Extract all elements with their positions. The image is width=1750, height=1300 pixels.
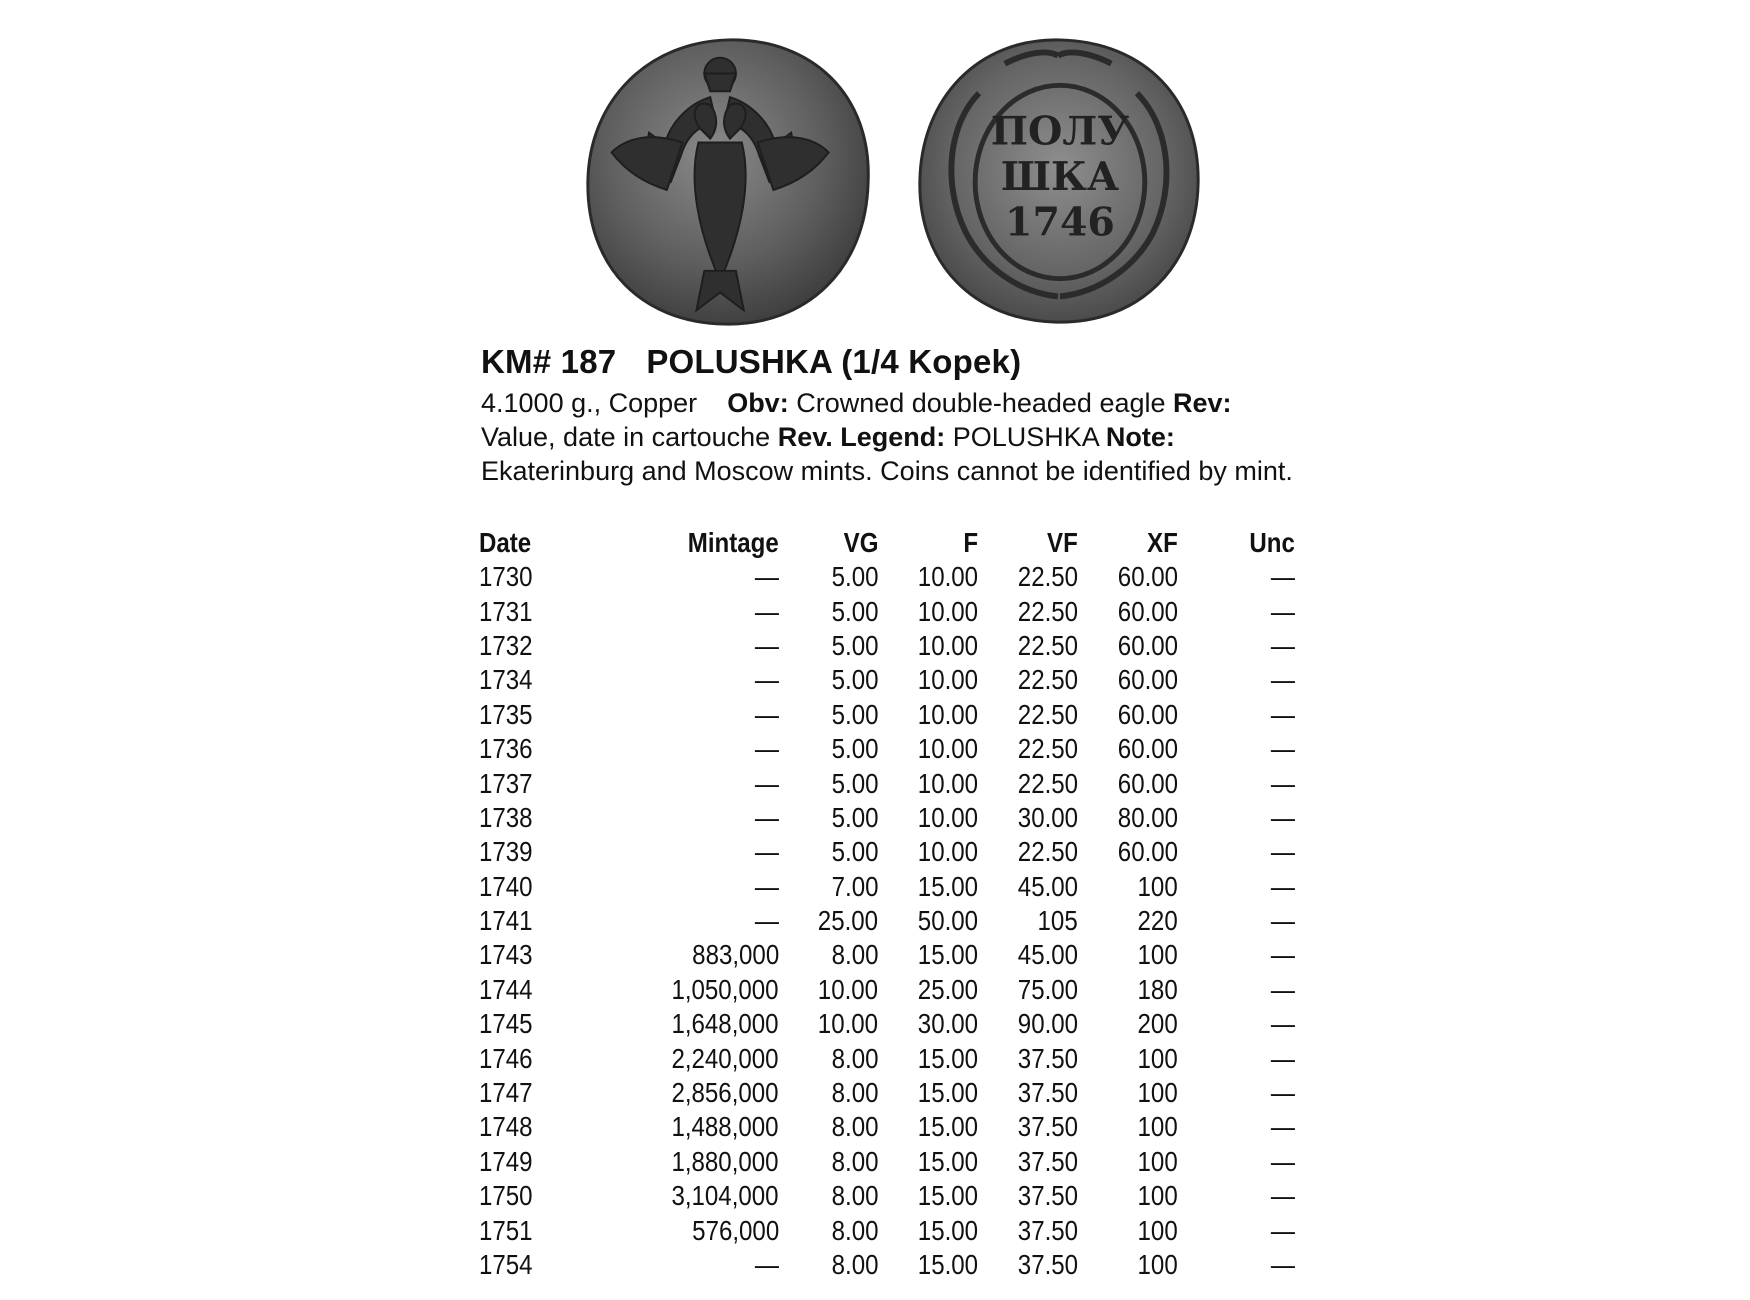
cell-unc: — (1270, 767, 1295, 799)
coin-images (580, 34, 1320, 330)
cell-vg: 8.00 (831, 1145, 878, 1177)
cell-mintage: 1,488,000 (671, 1111, 779, 1143)
cell-xf: 100 (1137, 1145, 1178, 1177)
cell-date: 1745 (479, 1008, 533, 1040)
cell-mintage: — (754, 595, 779, 627)
cell-date: 1750 (479, 1180, 533, 1212)
header-unc: Unc (1249, 527, 1295, 558)
cell-vf: 22.50 (1017, 767, 1078, 799)
cell-f: 15.00 (917, 870, 978, 902)
rev-legend-text: POLUSHKA (952, 422, 1099, 452)
table-row (479, 732, 1295, 766)
entry-title (481, 340, 1301, 384)
cell-mintage: 1,648,000 (671, 1008, 779, 1040)
cell-vg: 8.00 (831, 1214, 878, 1246)
table-row (479, 973, 1295, 1007)
cell-vg: 5.00 (831, 595, 878, 627)
cell-unc: — (1270, 1214, 1295, 1246)
cell-f: 10.00 (917, 733, 978, 765)
cell-f: 50.00 (917, 905, 978, 937)
cell-mintage: — (754, 905, 779, 937)
reverse-inscription-line-1: ПОЛУ (990, 108, 1130, 155)
header-date: Date (479, 527, 532, 558)
cell-f: 10.00 (917, 801, 978, 833)
cell-unc: — (1270, 1077, 1295, 1109)
rev-text: Value, date in cartouche (481, 422, 771, 452)
cell-f: 15.00 (917, 1249, 978, 1280)
header-mintage: Mintage (688, 527, 779, 558)
cell-f: 10.00 (917, 664, 978, 696)
cell-unc: — (1270, 664, 1295, 696)
cell-f: 15.00 (917, 1145, 978, 1177)
table-row (479, 938, 1295, 972)
cell-vg: 8.00 (831, 1249, 878, 1280)
table-row (479, 698, 1295, 732)
cell-xf: 60.00 (1117, 836, 1178, 868)
cell-xf: 100 (1137, 1180, 1178, 1212)
cell-date: 1732 (479, 629, 533, 661)
price-table-body (479, 560, 1295, 1282)
table-row (479, 663, 1295, 697)
table-row (479, 1145, 1295, 1179)
cell-xf: 80.00 (1117, 801, 1178, 833)
cell-vg: 25.00 (817, 905, 878, 937)
cell-vg: 8.00 (831, 939, 878, 971)
cell-f: 15.00 (917, 939, 978, 971)
cell-vf: 37.50 (1017, 1042, 1078, 1074)
cell-mintage: — (754, 733, 779, 765)
table-row (479, 870, 1295, 904)
cell-date: 1730 (479, 561, 533, 593)
cell-unc: — (1270, 1111, 1295, 1143)
cell-mintage: — (754, 629, 779, 661)
cell-vg: 5.00 (831, 629, 878, 661)
cell-date: 1744 (479, 973, 533, 1005)
cell-vf: 105 (1037, 905, 1078, 937)
cell-vg: 5.00 (831, 836, 878, 868)
cell-unc: — (1270, 733, 1295, 765)
cell-unc: — (1270, 1042, 1295, 1074)
cell-mintage: 1,050,000 (671, 973, 779, 1005)
cell-date: 1740 (479, 870, 533, 902)
cell-vf: 37.50 (1017, 1145, 1078, 1177)
cell-mintage: — (754, 698, 779, 730)
cell-vg: 5.00 (831, 767, 878, 799)
table-row (479, 835, 1295, 869)
cell-vf: 22.50 (1017, 561, 1078, 593)
cell-f: 15.00 (917, 1111, 978, 1143)
cell-xf: 220 (1137, 905, 1178, 937)
cell-xf: 60.00 (1117, 698, 1178, 730)
cell-f: 25.00 (917, 973, 978, 1005)
cell-xf: 60.00 (1117, 561, 1178, 593)
table-row (479, 1007, 1295, 1041)
cell-xf: 60.00 (1117, 664, 1178, 696)
cell-vf: 22.50 (1017, 629, 1078, 661)
cell-xf: 60.00 (1117, 629, 1178, 661)
table-row (479, 1179, 1295, 1213)
cell-vf: 22.50 (1017, 595, 1078, 627)
cell-date: 1751 (479, 1214, 533, 1246)
cell-vg: 7.00 (831, 870, 878, 902)
cell-xf: 60.00 (1117, 767, 1178, 799)
cell-date: 1731 (479, 595, 533, 627)
cell-date: 1741 (479, 905, 533, 937)
cell-f: 10.00 (917, 561, 978, 593)
cell-unc: — (1270, 939, 1295, 971)
cell-mintage: 576,000 (691, 1214, 779, 1246)
cell-date: 1738 (479, 801, 533, 833)
cell-date: 1737 (479, 767, 533, 799)
cell-mintage: — (754, 1249, 779, 1280)
double-headed-eagle-icon (580, 34, 876, 330)
cell-vg: 5.00 (831, 664, 878, 696)
rev-legend-label: Rev. Legend: (777, 422, 946, 452)
table-row (479, 1248, 1295, 1282)
cell-f: 15.00 (917, 1180, 978, 1212)
coin-name: POLUSHKA (1/4 Kopek) (646, 343, 1022, 380)
cell-mintage: — (754, 767, 779, 799)
reverse-inscription-line-3: 1746 (1005, 199, 1115, 246)
cell-xf: 100 (1137, 1042, 1178, 1074)
cell-vg: 8.00 (831, 1042, 878, 1074)
cartouche-icon (910, 34, 1206, 330)
cell-date: 1739 (479, 836, 533, 868)
note-label: Note: (1105, 422, 1175, 452)
cell-vg: 5.00 (831, 698, 878, 730)
cell-xf: 100 (1137, 939, 1178, 971)
cell-date: 1748 (479, 1111, 533, 1143)
cell-unc: — (1270, 801, 1295, 833)
cell-unc: — (1270, 836, 1295, 868)
cell-mintage: 1,880,000 (671, 1145, 779, 1177)
cell-vf: 22.50 (1017, 733, 1078, 765)
entry-description (481, 386, 1301, 488)
cell-unc: — (1270, 698, 1295, 730)
cell-xf: 60.00 (1117, 733, 1178, 765)
cell-vf: 37.50 (1017, 1249, 1078, 1280)
cell-unc: — (1270, 1008, 1295, 1040)
cell-f: 15.00 (917, 1042, 978, 1074)
cell-vg: 5.00 (831, 733, 878, 765)
cell-f: 30.00 (917, 1008, 978, 1040)
table-row (479, 904, 1295, 938)
table-row (479, 629, 1295, 663)
cell-vf: 45.00 (1017, 870, 1078, 902)
cell-vg: 8.00 (831, 1077, 878, 1109)
price-table (479, 526, 1295, 1282)
cell-unc: — (1270, 1249, 1295, 1280)
cell-f: 15.00 (917, 1214, 978, 1246)
cell-vg: 8.00 (831, 1180, 878, 1212)
rev-label: Rev: (1173, 388, 1232, 418)
cell-xf: 60.00 (1117, 595, 1178, 627)
cell-unc: — (1270, 1145, 1295, 1177)
cell-date: 1749 (479, 1145, 533, 1177)
cell-date: 1754 (479, 1249, 533, 1280)
cell-mintage: 2,240,000 (671, 1042, 779, 1074)
cell-f: 10.00 (917, 629, 978, 661)
cell-mintage: — (754, 561, 779, 593)
cell-vf: 37.50 (1017, 1111, 1078, 1143)
cell-vg: 5.00 (831, 561, 878, 593)
note-text: Ekaterinburg and Moscow mints. Coins cannot be identified by mint. (481, 456, 1293, 486)
cell-vg: 10.00 (817, 973, 878, 1005)
cell-vf: 22.50 (1017, 836, 1078, 868)
table-row (479, 594, 1295, 628)
cell-xf: 100 (1137, 870, 1178, 902)
cell-xf: 100 (1137, 1077, 1178, 1109)
cell-vf: 22.50 (1017, 664, 1078, 696)
table-row (479, 560, 1295, 594)
header-vf: VF (1047, 527, 1078, 558)
cell-date: 1736 (479, 733, 533, 765)
cell-mintage: — (754, 664, 779, 696)
cell-f: 10.00 (917, 767, 978, 799)
cell-vg: 10.00 (817, 1008, 878, 1040)
cell-f: 10.00 (917, 836, 978, 868)
cell-vf: 37.50 (1017, 1214, 1078, 1246)
cell-vf: 75.00 (1017, 973, 1078, 1005)
cell-vf: 37.50 (1017, 1180, 1078, 1212)
cell-vg: 5.00 (831, 801, 878, 833)
cell-xf: 100 (1137, 1249, 1178, 1280)
cell-unc: — (1270, 870, 1295, 902)
cell-mintage: 3,104,000 (671, 1180, 779, 1212)
table-row (479, 1110, 1295, 1144)
cell-f: 15.00 (917, 1077, 978, 1109)
cell-xf: 200 (1137, 1008, 1178, 1040)
km-number: KM# 187 (481, 343, 617, 380)
cell-unc: — (1270, 561, 1295, 593)
cell-date: 1743 (479, 939, 533, 971)
table-row (479, 1076, 1295, 1110)
cell-vf: 30.00 (1017, 801, 1078, 833)
table-row (479, 1213, 1295, 1247)
cell-f: 10.00 (917, 595, 978, 627)
table-row (479, 1041, 1295, 1075)
cell-xf: 100 (1137, 1214, 1178, 1246)
cell-mintage: — (754, 870, 779, 902)
header-f: F (963, 527, 978, 558)
cell-unc: — (1270, 1180, 1295, 1212)
cell-vf: 37.50 (1017, 1077, 1078, 1109)
cell-unc: — (1270, 973, 1295, 1005)
cell-date: 1734 (479, 664, 533, 696)
table-row (479, 801, 1295, 835)
cell-vf: 90.00 (1017, 1008, 1078, 1040)
cell-mintage: 883,000 (691, 939, 779, 971)
cell-mintage: 2,856,000 (671, 1077, 779, 1109)
cell-xf: 180 (1137, 973, 1178, 1005)
catalog-entry (481, 340, 1301, 488)
cell-vf: 22.50 (1017, 698, 1078, 730)
obv-label: Obv: (727, 388, 789, 418)
cell-vg: 8.00 (831, 1111, 878, 1143)
table-row (479, 766, 1295, 800)
cell-unc: — (1270, 595, 1295, 627)
cell-date: 1735 (479, 698, 533, 730)
table-header-row (479, 526, 1295, 560)
header-xf: XF (1147, 527, 1178, 558)
cell-mintage: — (754, 801, 779, 833)
cell-date: 1747 (479, 1077, 533, 1109)
cell-unc: — (1270, 629, 1295, 661)
obv-text: Crowned double-headed eagle (796, 388, 1166, 418)
reverse-inscription-line-2: ШКА (1000, 153, 1120, 200)
weight-metal: 4.1000 g., Copper (481, 388, 698, 418)
cell-date: 1746 (479, 1042, 533, 1074)
cell-f: 10.00 (917, 698, 978, 730)
cell-xf: 100 (1137, 1111, 1178, 1143)
cell-unc: — (1270, 905, 1295, 937)
cell-mintage: — (754, 836, 779, 868)
coin-obverse-image (580, 34, 876, 330)
coin-reverse-image (910, 34, 1206, 330)
cell-vf: 45.00 (1017, 939, 1078, 971)
header-vg: VG (843, 527, 878, 558)
